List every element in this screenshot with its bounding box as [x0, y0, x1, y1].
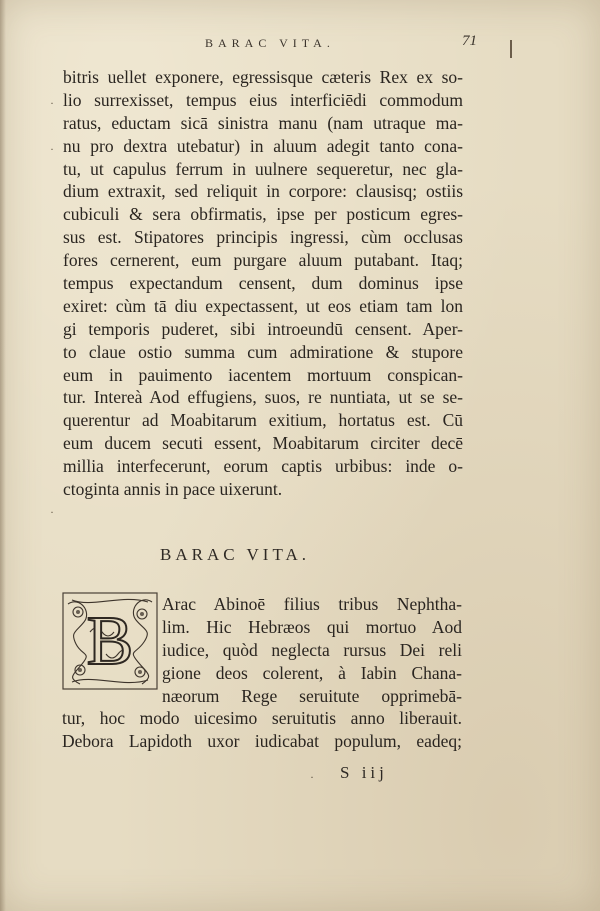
text-line: millia interfecerunt, eorum captis urbibus: inde o- [63, 456, 463, 477]
text-line: eum in pauimento iacentem mortuum conspican- [63, 364, 463, 385]
text-line: gi temporis puderet, sibi introeundū censent. Aper- [63, 318, 463, 339]
section-heading: BARAC VITA. [160, 545, 311, 564]
text-line: tur. Intereà Aod effugiens, suos, re nuntiata, ut se se- [63, 387, 463, 408]
text-line: exiret: cùm tā diu expectassent, ut eos etiam tam lon [63, 295, 463, 316]
text-line: ctoginta annis in pace uixerunt. [63, 479, 283, 500]
body-text [63, 66, 463, 501]
initial-letter: B [86, 603, 134, 680]
text-line: sus est. Stipatores principis ingressi, cùm occlusas [63, 227, 463, 248]
text-line: tempus expectandum censent, dum dominus ipse [63, 273, 463, 294]
text-line: tu, ut capulus ferrum in uulnere sequeretur, nec gla- [63, 158, 463, 179]
text-line: lim. Hic Hebræos qui mortuo Aod [162, 616, 462, 637]
text-line: iudice, quòd neglecta rursus Dei reli [162, 639, 462, 660]
folio-number: 71 [462, 33, 477, 49]
section-paragraph [62, 593, 462, 753]
margin-dot: · [50, 142, 54, 156]
running-head: BARAC VITA. [205, 36, 335, 50]
text-line: cubiculi & sera obfirmatis, ipse per posticum egres- [63, 204, 463, 225]
margin-dot: · [50, 96, 54, 110]
signature-dot: · [310, 770, 314, 784]
text-line: eum ducem secuti essent, Moabitarum circiter decē [63, 433, 463, 454]
page-edge-mark [510, 40, 512, 58]
signature-mark: S iij [340, 763, 388, 782]
margin-dot: · [50, 505, 54, 519]
text-line: fores cernerent, eum purgare aluum putabant. Itaq; [63, 250, 463, 271]
text-line: dium extraxit, sed reliquit in corpore: clausisq; ostiis [63, 181, 463, 202]
text-line: to claue ostio summa cum admiratione & stupore [63, 341, 463, 362]
text-line: nu pro dextra utebatur) in aluum adegit tanto cona- [63, 135, 463, 156]
text-line: gione deos colerent, à Iabin Chana- [162, 662, 462, 683]
text-line: næorum Rege seruitute opprimebā- [162, 685, 462, 706]
text-line: ratus, eductam sicā sinistra manu (nam utraque ma- [63, 112, 463, 133]
text-line: Debora Lapidoth uxor iudicabat populum, eadeq; [62, 731, 462, 752]
text-line: bitris uellet exponere, egressisque cæteris Rex ex so- [63, 67, 463, 87]
text-line: querentur ad Moabitarum exitium, hortatus est. Cū [63, 410, 463, 431]
text-line: lio surrexisset, tempus eius interficiēdi commodum [63, 89, 463, 110]
text-line: tur, hoc modo uicesimo seruitutis anno liberauit. [62, 708, 462, 729]
text-line: Arac Abinoē filius tribus Nephtha- [162, 594, 462, 614]
page-gutter-shadow [0, 0, 6, 911]
